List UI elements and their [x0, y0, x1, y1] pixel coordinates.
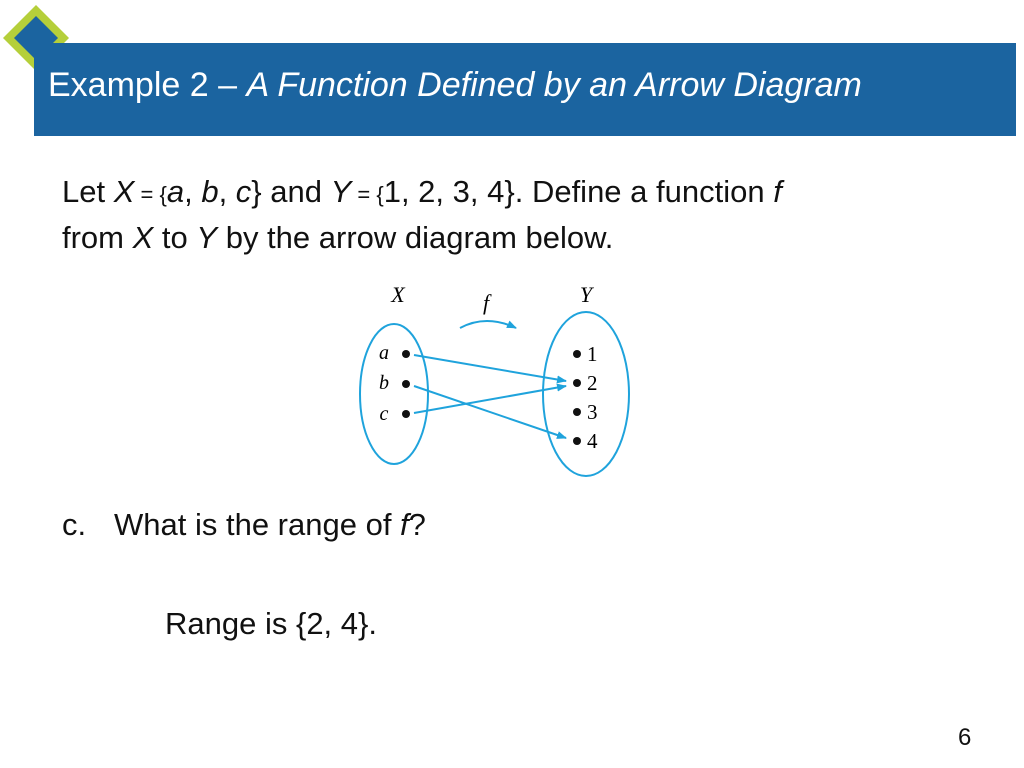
intro-rest: by the arrow diagram below.: [217, 220, 614, 255]
intro-close2: }. Define a function: [504, 174, 774, 209]
question-letter: c.: [62, 507, 87, 542]
question-text: What is the range of: [114, 507, 401, 542]
intro-line-2: [62, 216, 942, 259]
element-c: c: [235, 174, 252, 209]
intro-comma2: ,: [218, 174, 236, 209]
function-symbol: f: [773, 174, 782, 209]
intro-eq1: = {: [134, 182, 167, 207]
title-bar: [34, 43, 1016, 136]
domain-label-c: c: [379, 403, 389, 425]
question-mark: ?: [408, 507, 426, 542]
intro-close1: } and: [251, 174, 331, 209]
set-x-label: X: [391, 282, 405, 307]
arrow-diagram: [350, 278, 650, 488]
domain-label-b: b: [379, 372, 389, 394]
question-function-symbol: f: [400, 507, 409, 542]
title-plain: Example 2 –: [48, 66, 247, 104]
intro-paragraph: [62, 170, 942, 259]
codomain-label-4: 4: [587, 429, 598, 453]
codomain-dot-2: [573, 379, 581, 387]
function-label: f: [482, 290, 490, 315]
intro-from: from: [62, 220, 133, 255]
page-number: 6: [958, 724, 972, 751]
codomain-label-1: 1: [587, 342, 598, 366]
codomain-label-2: 2: [587, 371, 598, 395]
intro-let: Let: [62, 174, 114, 209]
function-arrow: [460, 321, 516, 328]
set-y-symbol-2: Y: [196, 220, 218, 255]
domain-dot-b: [402, 380, 410, 388]
domain-label-a: a: [379, 342, 389, 364]
y-values: 1, 2, 3, 4: [383, 174, 505, 209]
codomain-dot-1: [573, 350, 581, 358]
intro-eq2: = {: [351, 182, 384, 207]
set-y-label: Y: [579, 282, 593, 307]
arrow-a-to-2: [414, 355, 566, 381]
intro-line-1: [62, 170, 942, 216]
codomain-oval: [543, 312, 629, 476]
page-title: [48, 66, 862, 105]
set-y-symbol: Y: [330, 174, 352, 209]
codomain-dot-4: [573, 437, 581, 445]
element-a: a: [166, 174, 185, 209]
question-c: [62, 507, 426, 543]
element-b: b: [201, 174, 219, 209]
domain-oval: [360, 324, 428, 464]
title-italic: A Function Defined by an Arrow Diagram: [246, 66, 862, 104]
domain-dot-a: [402, 350, 410, 358]
intro-to: to: [153, 220, 197, 255]
codomain-dot-3: [573, 408, 581, 416]
intro-comma1: ,: [184, 174, 202, 209]
set-x-symbol-2: X: [132, 220, 154, 255]
set-x-symbol: X: [113, 174, 135, 209]
domain-dot-c: [402, 410, 410, 418]
codomain-label-3: 3: [587, 400, 598, 424]
answer-text: Range is {2, 4}.: [165, 606, 377, 641]
